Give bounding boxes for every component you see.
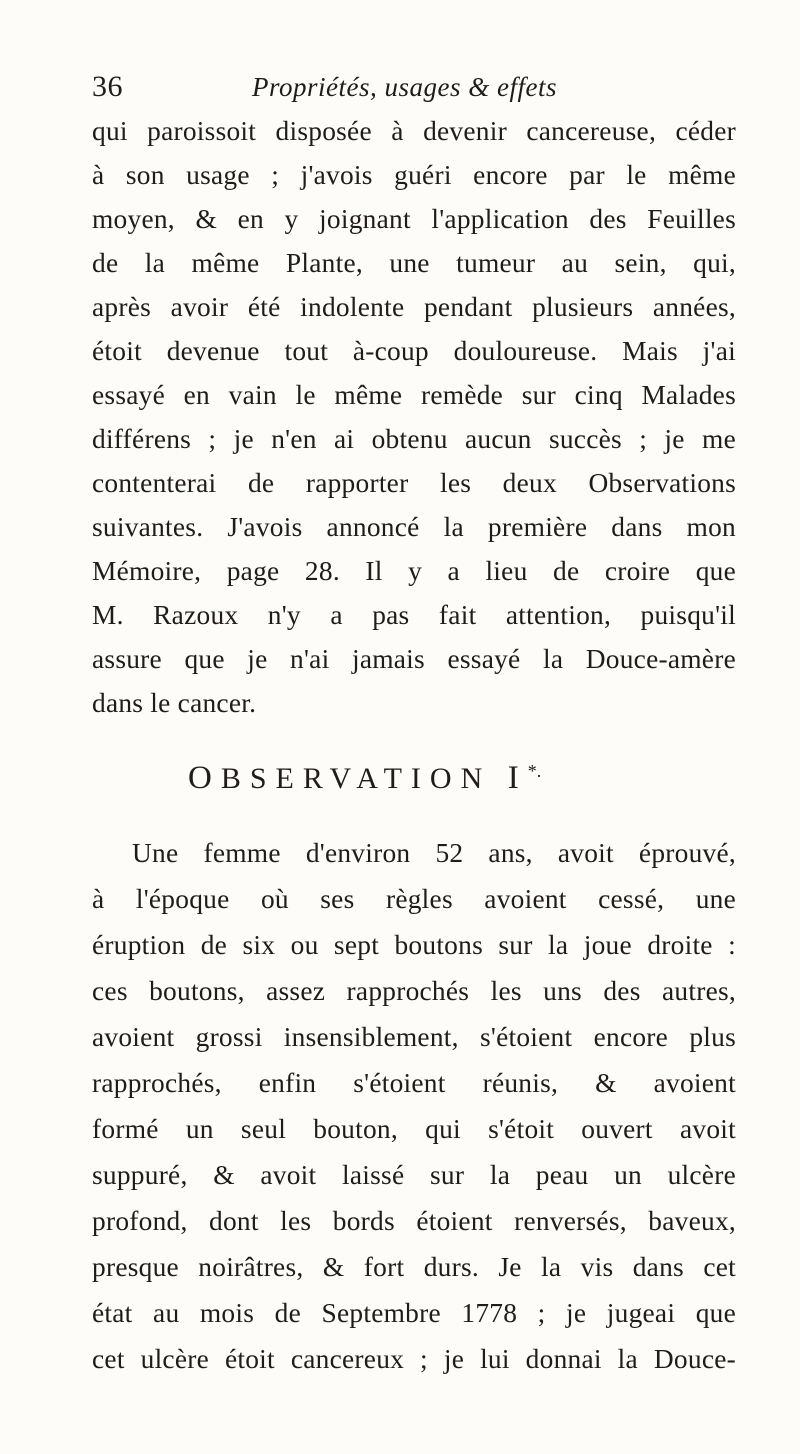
text-line: dans le cancer. [92, 688, 257, 718]
text-line: après avoir été indolente pendant plusieurs années, [92, 292, 736, 322]
text-line: état au mois de Septembre 1778 ; je jugeai que [92, 1298, 736, 1328]
text-line: différens ; je n'en ai obtenu aucun succès ; je me [92, 424, 736, 454]
page-header [92, 70, 732, 110]
footnote-mark: *. [527, 761, 542, 781]
text-line: profond, dont les bords étoient renversés, baveux, [92, 1206, 736, 1236]
page-number: 36 [92, 70, 123, 103]
heading-initial: O [188, 760, 221, 796]
text-line: ces boutons, assez rapprochés les uns des autres, [92, 976, 736, 1006]
text-line: assure que je n'ai jamais essayé la Douce-amère [92, 644, 736, 674]
text-line: Mémoire, page 28. Il y a lieu de croire que [92, 556, 736, 586]
text-line: cet ulcère étoit cancereux ; je lui donnai la Douce- [92, 1344, 736, 1374]
text-line: à l'époque où ses règles avoient cessé, une [92, 884, 736, 914]
heading-numeral: I [507, 760, 528, 796]
heading-word: BSERVATION [220, 762, 492, 795]
text-line: rapprochés, enfin s'étoient réunis, & avoient [92, 1068, 736, 1098]
text-line: éruption de six ou sept boutons sur la joue droite : [92, 930, 736, 960]
running-head: Propriétés, usages & effets [252, 72, 557, 102]
text-line: qui paroissoit disposée à devenir cancereuse, céder [92, 116, 736, 146]
text-line: avoient grossi insensiblement, s'étoient encore plus [92, 1022, 736, 1052]
observation-heading [188, 760, 541, 797]
text-line: contenterai de rapporter les deux Observations [92, 468, 736, 498]
text-line: Une femme d'environ 52 ans, avoit éprouvé, [132, 838, 736, 868]
text-line: M. Razoux n'y a pas fait attention, puisqu'il [92, 600, 736, 630]
text-line: suivantes. J'avois annoncé la première dans mon [92, 512, 736, 542]
text-line: formé un seul bouton, qui s'étoit ouvert avoit [92, 1114, 736, 1144]
text-line: essayé en vain le même remède sur cinq Malades [92, 380, 736, 410]
text-line: de la même Plante, une tumeur au sein, qui, [92, 248, 736, 278]
text-line: étoit devenue tout à-coup douloureuse. Mais j'ai [92, 336, 736, 366]
text-line: suppuré, & avoit laissé sur la peau un ulcère [92, 1160, 736, 1190]
text-line: à son usage ; j'avois guéri encore par le même [92, 160, 736, 190]
text-line: presque noirâtres, & fort durs. Je la vis dans cet [92, 1252, 736, 1282]
text-line: moyen, & en y joignant l'application des Feuilles [92, 204, 736, 234]
